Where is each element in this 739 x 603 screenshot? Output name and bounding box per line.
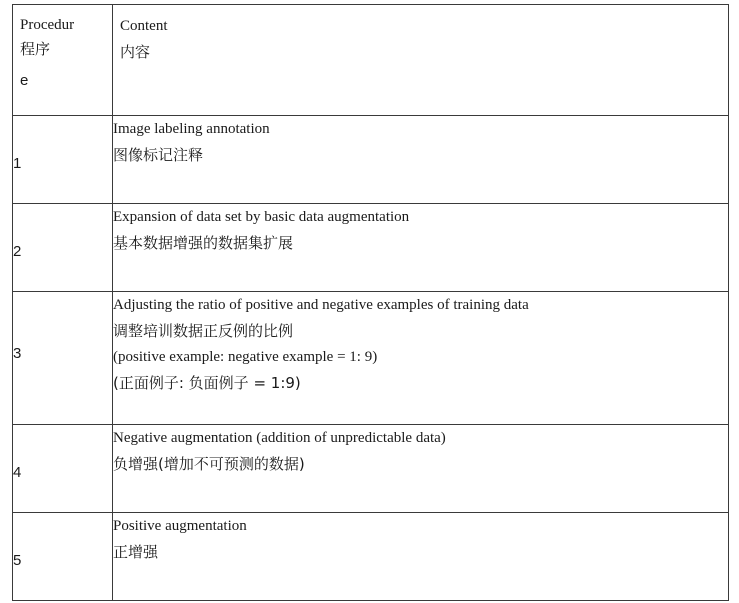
header-procedure-en-suffix: e (20, 72, 29, 89)
table-row (13, 116, 729, 204)
header-content-en: Content (120, 18, 168, 34)
table-row (13, 425, 729, 513)
row-content-en: Expansion of data set by basic data augmentation (113, 209, 410, 225)
row-number: 5 (13, 552, 22, 569)
row-content-zh: 调整培训数据正反例的比例 (113, 322, 294, 340)
row-content-en-ratio: (positive example: negative example = 1: 9) (113, 349, 378, 365)
header-procedure-en: Procedur (20, 17, 75, 33)
row-content-cell (113, 204, 729, 292)
row-content-cell (113, 425, 729, 513)
header-procedure-zh: 程序 (20, 40, 51, 58)
row-content-zh: 正增强 (113, 543, 159, 561)
row-content-zh: 负增强(增加不可预测的数据) (113, 455, 305, 473)
row-content-cell (113, 513, 729, 601)
table-row (13, 292, 729, 425)
procedure-table (12, 4, 729, 601)
row-content-zh-ratio: (正面例子: 负面例子 = 1:9) (113, 374, 301, 392)
row-number-cell (13, 116, 113, 204)
row-content-zh: 基本数据增强的数据集扩展 (113, 234, 294, 252)
row-number-cell (13, 292, 113, 425)
row-number: 1 (13, 155, 22, 172)
table-row (13, 513, 729, 601)
row-content-en: Negative augmentation (addition of unpredictable data) (113, 430, 446, 446)
row-content-cell (113, 116, 729, 204)
header-content-cell (113, 5, 729, 116)
row-number-cell (13, 425, 113, 513)
row-number-cell (13, 513, 113, 601)
row-number: 3 (13, 344, 22, 362)
row-content-cell (113, 292, 729, 425)
row-number: 4 (13, 464, 22, 481)
table-header-row (13, 5, 729, 116)
header-content-zh: 内容 (120, 43, 151, 61)
row-content-en: Image labeling annotation (113, 121, 270, 137)
row-number: 2 (13, 243, 22, 260)
row-content-en: Positive augmentation (113, 518, 247, 534)
header-procedure-cell (13, 5, 113, 116)
table-row (13, 204, 729, 292)
row-content-zh: 图像标记注释 (113, 146, 204, 164)
row-content-en: Adjusting the ratio of positive and negative examples of training data (113, 297, 529, 313)
row-number-cell (13, 204, 113, 292)
